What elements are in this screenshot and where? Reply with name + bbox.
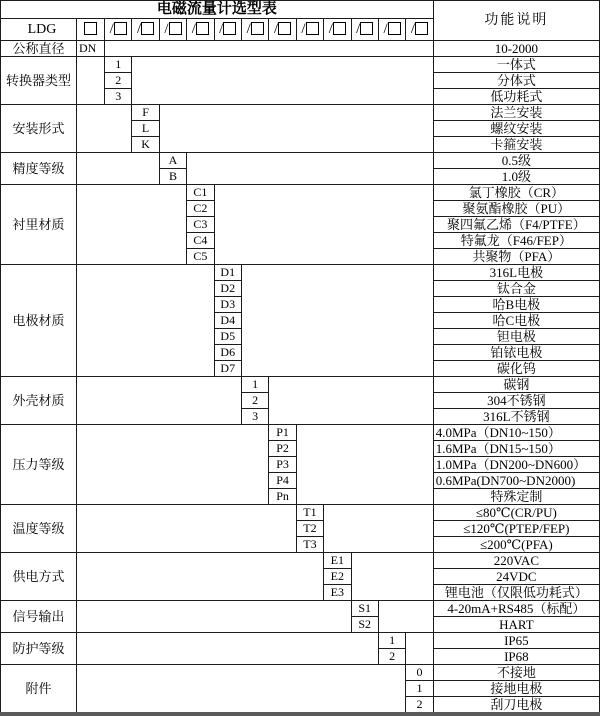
slash-separator: / xyxy=(301,21,306,37)
empty-cell xyxy=(324,505,434,553)
option-code-cell: D7 xyxy=(214,361,241,377)
option-description-cell: ≤200℃(PFA) xyxy=(433,537,599,553)
option-description-cell: 螺纹安装 xyxy=(433,121,599,137)
category-label: 防护等级 xyxy=(1,633,77,665)
description-column-header: 功能说明 xyxy=(433,1,599,41)
option-code-cell: T3 xyxy=(296,537,323,553)
model-code-box-cell xyxy=(296,19,323,41)
model-code-box-cell xyxy=(132,19,159,41)
option-code-cell: K xyxy=(132,137,159,153)
empty-cell xyxy=(77,265,215,377)
option-code-cell: S2 xyxy=(351,617,378,633)
option-code-cell: D4 xyxy=(214,313,241,329)
slash-separator: / xyxy=(383,21,388,37)
option-description-cell: 4-20mA+RS485（标配） xyxy=(433,601,599,617)
option-description-cell: 卡箍安装 xyxy=(433,137,599,153)
placeholder-box-icon xyxy=(169,22,182,35)
option-code-cell: C4 xyxy=(187,233,214,249)
option-description-cell: 特氟龙（F46/FEP） xyxy=(433,233,599,249)
option-code-cell: D1 xyxy=(214,265,241,281)
empty-cell xyxy=(159,105,433,153)
option-description-cell: 分体式 xyxy=(433,73,599,89)
option-description-cell: 钛合金 xyxy=(433,281,599,297)
table-row xyxy=(1,41,600,57)
option-description-cell: 氯丁橡胶（CR） xyxy=(433,185,599,201)
option-description-cell: 低功耗式 xyxy=(433,89,599,105)
option-code-cell: L xyxy=(132,121,159,137)
option-code-cell: C5 xyxy=(187,249,214,265)
placeholder-box-icon xyxy=(141,22,154,35)
model-code-box-cell xyxy=(269,19,296,41)
option-code-cell: E1 xyxy=(324,553,351,569)
slash-separator: / xyxy=(109,21,114,37)
option-description-cell: 10-2000 xyxy=(433,41,599,57)
option-description-cell: 哈B电极 xyxy=(433,297,599,313)
option-description-cell: 220VAC xyxy=(433,553,599,569)
placeholder-box-icon xyxy=(388,22,401,35)
slash-separator: / xyxy=(164,21,169,37)
option-code-cell: F xyxy=(132,105,159,121)
option-description-cell: 碳钢 xyxy=(433,377,599,393)
option-description-cell: 1.0MPa（DN200~DN600） xyxy=(433,457,599,473)
model-code-box-cell xyxy=(214,19,241,41)
category-label: 电极材质 xyxy=(1,265,77,377)
option-description-cell: IP68 xyxy=(433,649,599,665)
option-code-cell: C2 xyxy=(187,201,214,217)
placeholder-box-icon xyxy=(333,22,346,35)
option-code-cell: 3 xyxy=(241,409,268,425)
slash-separator: / xyxy=(328,21,333,37)
empty-cell xyxy=(241,265,433,377)
table-row xyxy=(1,505,600,521)
option-description-cell: 316L不锈钢 xyxy=(433,409,599,425)
placeholder-box-icon xyxy=(306,22,319,35)
option-code-cell: E3 xyxy=(324,585,351,601)
option-code-cell: D2 xyxy=(214,281,241,297)
model-code-box-cell xyxy=(187,19,214,41)
option-code-cell: 2 xyxy=(406,697,433,715)
option-description-cell: 聚四氟乙烯（F4/PTFE） xyxy=(433,217,599,233)
title-row xyxy=(1,1,600,19)
option-code-cell: B xyxy=(159,169,186,185)
option-code-cell: 2 xyxy=(378,649,405,665)
placeholder-box-icon xyxy=(278,22,291,35)
option-description-cell: 锂电池（仅限低功耗式） xyxy=(433,585,599,601)
model-code-box-cell xyxy=(77,19,105,41)
option-code-cell: 1 xyxy=(406,681,433,697)
option-code-cell: 0 xyxy=(406,665,433,681)
category-label: 衬里材质 xyxy=(1,185,77,265)
option-code-cell: 1 xyxy=(105,57,132,73)
option-description-cell: 铂铱电极 xyxy=(433,345,599,361)
table-row xyxy=(1,105,600,121)
option-code-cell: D5 xyxy=(214,329,241,345)
empty-cell xyxy=(77,57,105,105)
option-description-cell: 0.5级 xyxy=(433,153,599,169)
table-row xyxy=(1,153,600,169)
option-description-cell: 316L电极 xyxy=(433,265,599,281)
option-description-cell: 1.0级 xyxy=(433,169,599,185)
option-description-cell: HART xyxy=(433,617,599,633)
placeholder-box-icon xyxy=(360,22,373,35)
option-description-cell: 聚氨酯橡胶（PU） xyxy=(433,201,599,217)
option-code-cell: D3 xyxy=(214,297,241,313)
option-description-cell: 法兰安装 xyxy=(433,105,599,121)
empty-cell xyxy=(269,377,433,425)
slash-separator: / xyxy=(219,21,224,37)
placeholder-box-icon xyxy=(196,22,209,35)
option-description-cell: 接地电极 xyxy=(433,681,599,697)
option-description-cell: 不接地 xyxy=(433,665,599,681)
option-description-cell: IP65 xyxy=(433,633,599,649)
option-description-cell: ≤80℃(CR/PU) xyxy=(433,505,599,521)
placeholder-box-icon xyxy=(415,22,428,35)
table-row xyxy=(1,633,600,649)
option-code-cell: T1 xyxy=(296,505,323,521)
empty-cell xyxy=(406,633,433,665)
option-code-cell: DN xyxy=(77,41,105,57)
placeholder-box-icon xyxy=(223,22,236,35)
option-description-cell: 一体式 xyxy=(433,57,599,73)
empty-cell xyxy=(77,105,132,153)
slash-separator: / xyxy=(356,21,361,37)
category-label: 附件 xyxy=(1,665,77,715)
model-code-box-cell xyxy=(105,19,132,41)
option-code-cell: E2 xyxy=(324,569,351,585)
option-code-cell: P3 xyxy=(269,457,296,473)
empty-cell xyxy=(77,425,269,505)
empty-cell xyxy=(351,553,433,601)
page-title: 电磁流量计选型表 xyxy=(1,1,434,19)
model-code-box-cell xyxy=(324,19,351,41)
option-code-cell: P4 xyxy=(269,473,296,489)
option-description-cell: 刮刀电极 xyxy=(433,697,599,715)
option-code-cell: P2 xyxy=(269,441,296,457)
placeholder-box-icon xyxy=(84,22,97,35)
model-prefix-label: LDG xyxy=(1,19,77,41)
model-code-box-cell xyxy=(351,19,378,41)
table-row xyxy=(1,57,600,73)
category-label: 精度等级 xyxy=(1,153,77,185)
empty-cell xyxy=(378,601,433,633)
table-row xyxy=(1,553,600,569)
empty-cell xyxy=(105,41,434,57)
option-description-cell: 钽电极 xyxy=(433,329,599,345)
option-code-cell: C3 xyxy=(187,217,214,233)
option-code-cell: 3 xyxy=(105,89,132,105)
category-label: 转换器类型 xyxy=(1,57,77,105)
category-label: 温度等级 xyxy=(1,505,77,553)
empty-cell xyxy=(77,377,242,425)
placeholder-box-icon xyxy=(251,22,264,35)
table-row xyxy=(1,665,600,681)
table-row xyxy=(1,425,600,441)
option-description-cell: 304不锈钢 xyxy=(433,393,599,409)
category-label: 公称直径 xyxy=(1,41,77,57)
option-description-cell: 4.0MPa（DN10~150） xyxy=(433,425,599,441)
option-code-cell: S1 xyxy=(351,601,378,617)
model-code-box-cell xyxy=(406,19,433,41)
model-code-box-cell xyxy=(159,19,186,41)
empty-cell xyxy=(296,425,433,505)
option-code-cell: Pn xyxy=(269,489,296,505)
model-code-box-cell xyxy=(241,19,268,41)
option-description-cell: ≤120℃(PTEP/FEP) xyxy=(433,521,599,537)
empty-cell xyxy=(77,665,406,715)
empty-cell xyxy=(187,153,434,185)
table-row xyxy=(1,185,600,201)
option-description-cell: 特殊定制 xyxy=(433,489,599,505)
option-code-cell: 2 xyxy=(241,393,268,409)
option-description-cell: 哈C电极 xyxy=(433,313,599,329)
option-description-cell: 24VDC xyxy=(433,569,599,585)
option-code-cell: 1 xyxy=(241,377,268,393)
slash-separator: / xyxy=(137,21,142,37)
empty-cell xyxy=(77,153,160,185)
empty-cell xyxy=(77,601,352,633)
category-label: 安装形式 xyxy=(1,105,77,153)
option-code-cell: C1 xyxy=(187,185,214,201)
option-description-cell: 碳化钨 xyxy=(433,361,599,377)
empty-cell xyxy=(77,633,379,665)
empty-cell xyxy=(214,185,433,265)
empty-cell xyxy=(77,553,324,601)
option-code-cell: 2 xyxy=(105,73,132,89)
slash-separator: / xyxy=(246,21,251,37)
category-label: 供电方式 xyxy=(1,553,77,601)
slash-separator: / xyxy=(191,21,196,37)
option-code-cell: 1 xyxy=(378,633,405,649)
slash-separator: / xyxy=(273,21,279,37)
option-code-cell: A xyxy=(159,153,186,169)
option-code-cell: P1 xyxy=(269,425,296,441)
option-description-cell: 1.6MPa（DN15~150） xyxy=(433,441,599,457)
category-label: 信号输出 xyxy=(1,601,77,633)
model-code-box-cell xyxy=(378,19,405,41)
empty-cell xyxy=(77,505,297,553)
empty-cell xyxy=(132,57,433,105)
placeholder-box-icon xyxy=(114,22,127,35)
slash-separator: / xyxy=(410,21,416,37)
option-code-cell: T2 xyxy=(296,521,323,537)
table-row xyxy=(1,601,600,617)
option-description-cell: 0.6MPa(DN700~DN2000) xyxy=(433,473,599,489)
category-label: 外壳材质 xyxy=(1,377,77,425)
option-description-cell: 共聚物（PFA） xyxy=(433,249,599,265)
table-row xyxy=(1,377,600,393)
table-row xyxy=(1,265,600,281)
empty-cell xyxy=(77,185,187,265)
option-code-cell: D6 xyxy=(214,345,241,361)
category-label: 压力等级 xyxy=(1,425,77,505)
